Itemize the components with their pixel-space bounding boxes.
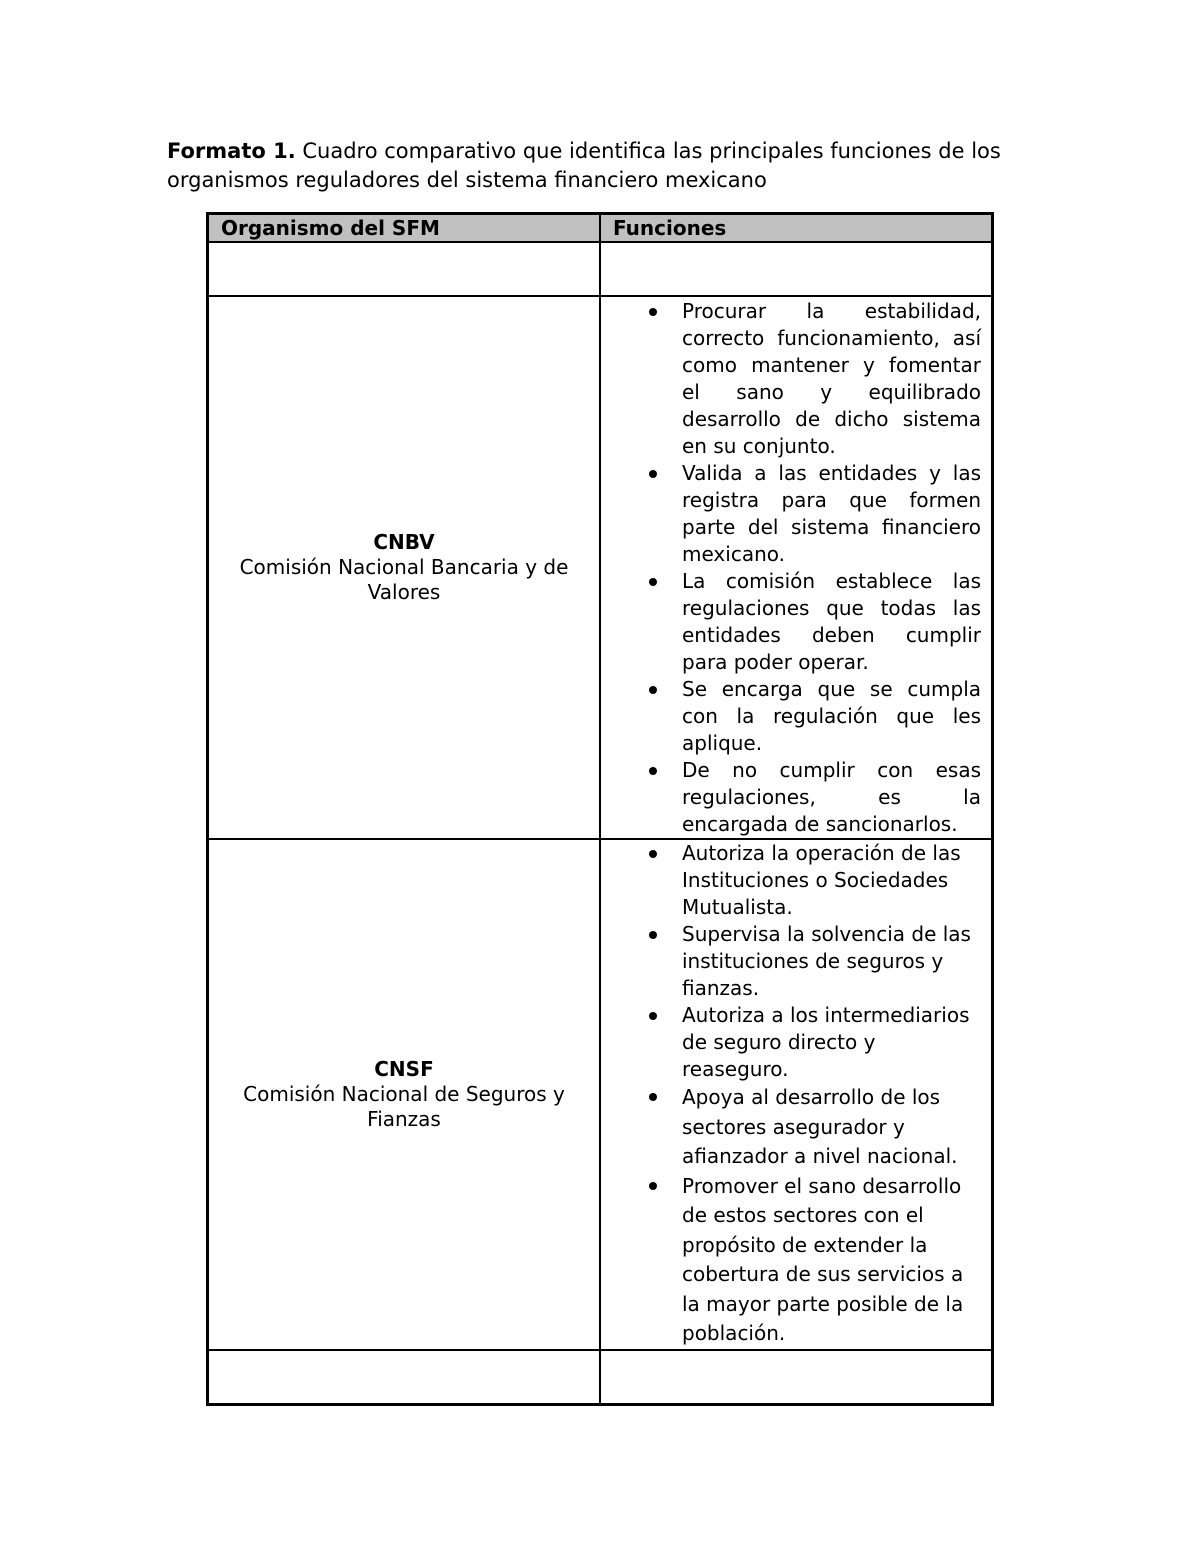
empty-cell (208, 1350, 601, 1405)
list-item: De no cumplir con esas regulaciones, es la encargada de sancionarlos. (601, 757, 991, 838)
table-row-empty-bottom (208, 1350, 993, 1405)
list-item: Valida a las entidades y las registra para que formen parte del sistema financiero mexicano. (601, 460, 991, 568)
comparison-table (206, 212, 994, 1406)
title-label: Formato 1. (167, 139, 296, 163)
organism-acronym: CNSF (374, 1056, 434, 1081)
functions-cell-cnsf (600, 839, 993, 1350)
list-item: Supervisa la solvencia de las instituciones de seguros y fianzas. (601, 921, 991, 1002)
functions-list (601, 840, 991, 1349)
organism-name: Comisión Nacional Bancaria y de Valores (239, 555, 569, 604)
title-text: Cuadro comparativo que identifica las principales funciones de los organismos reguladores del sistema financiero mexicano (167, 139, 1001, 192)
empty-cell (208, 242, 601, 296)
table-row-empty-top (208, 242, 993, 296)
list-item: Apoya al desarrollo de los sectores asegurador y afianzador a nivel nacional. (601, 1083, 991, 1172)
list-item: La comisión establece las regulaciones que todas las entidades deben cumplir para poder operar. (601, 568, 991, 676)
table-row-cnsf (208, 839, 993, 1350)
table-header-row (208, 214, 993, 243)
table-row-cnbv (208, 296, 993, 839)
header-organismo: Organismo del SFM (208, 214, 601, 243)
document-title (167, 137, 1007, 195)
organism-cell-cnbv (208, 296, 601, 839)
list-item: Procurar la estabilidad, correcto funcionamiento, así como mantener y fomentar el sano y equilibrado desarrollo de dicho sistema en su conjunto. (601, 298, 991, 460)
header-funciones: Funciones (600, 214, 993, 243)
empty-cell (600, 242, 993, 296)
organism-acronym: CNBV (373, 530, 435, 554)
organism-cell-cnsf (208, 839, 601, 1350)
functions-list (601, 298, 991, 838)
functions-cell-cnbv (600, 296, 993, 839)
list-item: Se encarga que se cumpla con la regulación que les aplique. (601, 676, 991, 757)
organism-name: Comisión Nacional de Seguros y Fianzas (243, 1081, 565, 1131)
empty-cell (600, 1350, 993, 1405)
list-item: Autoriza a los intermediarios de seguro directo y reaseguro. (601, 1002, 991, 1083)
list-item: Promover el sano desarrollo de estos sectores con el propósito de extender la cobertura de sus servicios a la mayor parte posible de la población. (601, 1172, 991, 1349)
list-item: Autoriza la operación de las Instituciones o Sociedades Mutualista. (601, 840, 991, 921)
